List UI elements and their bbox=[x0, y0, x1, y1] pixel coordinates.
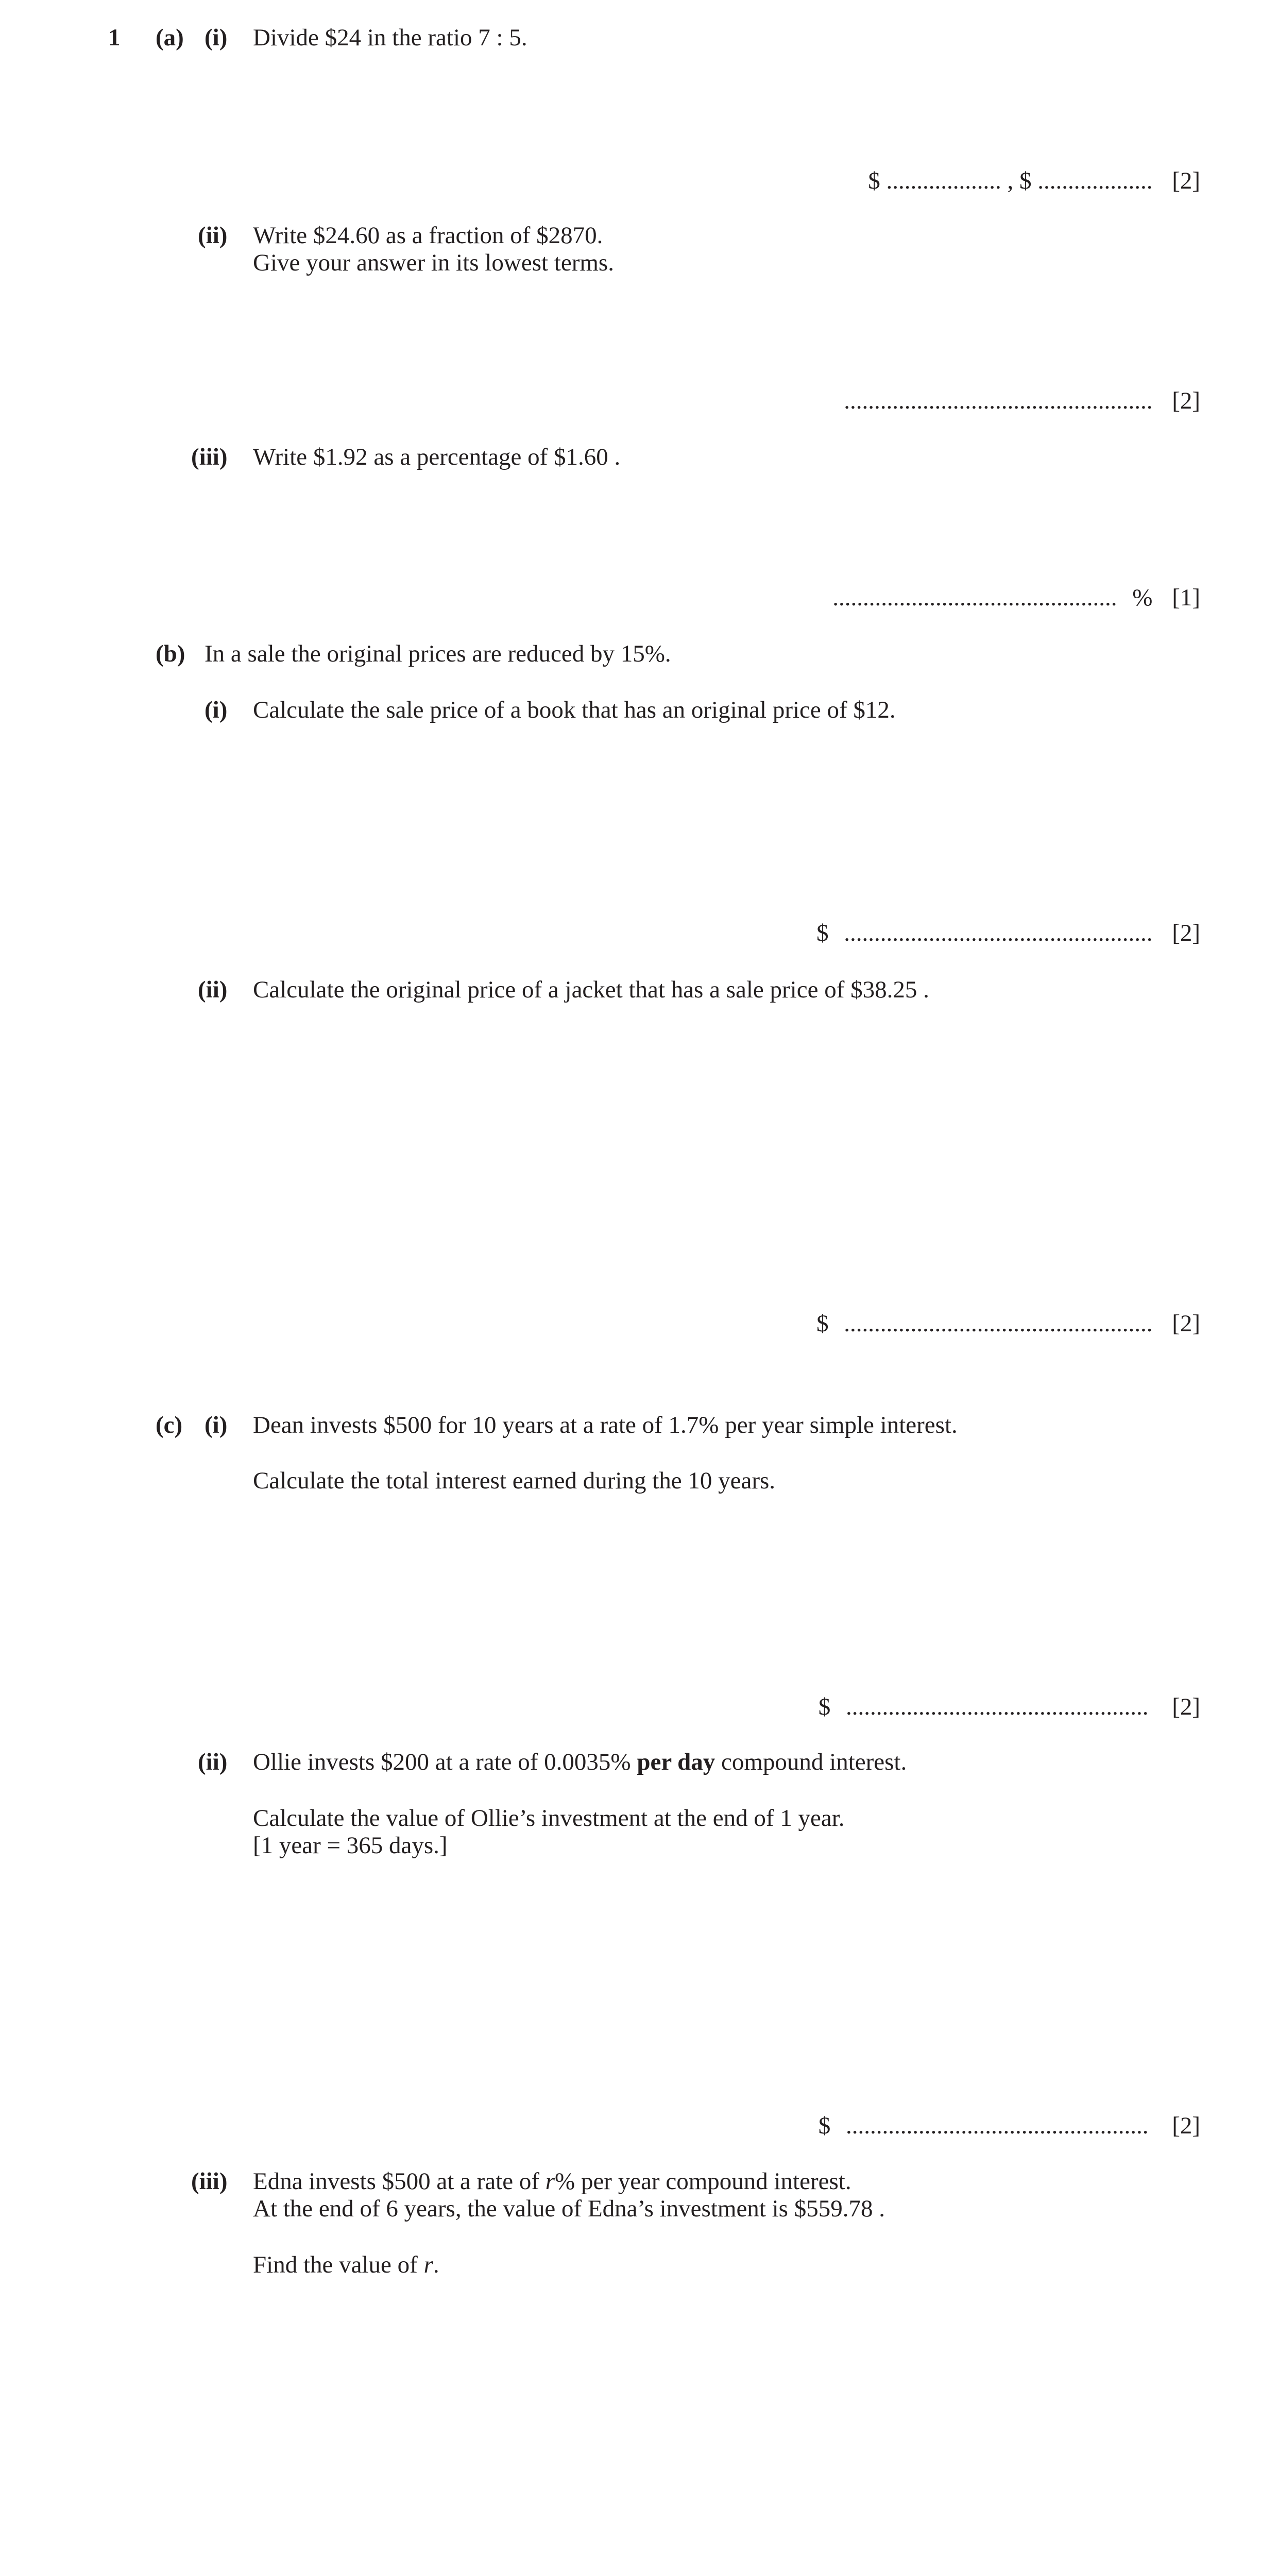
answer-line-b-i[interactable] bbox=[816, 918, 1200, 948]
marks: [2] bbox=[1172, 1693, 1200, 1720]
part-a-i-text: Divide $24 in the ratio 7 : 5. bbox=[253, 24, 527, 51]
answer-line-a-i[interactable] bbox=[868, 166, 1200, 196]
part-a-ii-label: (ii) bbox=[198, 222, 228, 249]
currency-symbol: $ bbox=[868, 167, 880, 194]
answer-line-a-iii[interactable] bbox=[832, 583, 1200, 613]
part-c-ii-label: (ii) bbox=[198, 1749, 228, 1775]
answer-dots: ................................................... bbox=[844, 920, 1153, 946]
answer-line-c-ii[interactable] bbox=[819, 2111, 1200, 2141]
answer-dots: ................... bbox=[1037, 167, 1153, 194]
part-c-iii-line2: At the end of 6 years, the value of Edna’s investment is $559.78 . bbox=[253, 2195, 885, 2222]
part-c-iii-line1: Edna invests $500 at a rate of r% per year compound interest. bbox=[253, 2168, 851, 2195]
marks: [2] bbox=[1172, 2112, 1200, 2139]
part-c-label: (c) bbox=[156, 1412, 183, 1438]
currency-symbol: $ bbox=[818, 2112, 831, 2139]
part-c-ii-line1: Ollie invests $200 at a rate of 0.0035% per day compound interest. bbox=[253, 1749, 907, 1775]
answer-dots: .................................................. bbox=[845, 1693, 1149, 1720]
part-b-intro: In a sale the original prices are reduced by 15%. bbox=[205, 640, 671, 667]
answer-dots: ............................................... bbox=[832, 584, 1117, 611]
answer-line-b-ii[interactable] bbox=[816, 1309, 1200, 1338]
answer-line-c-i[interactable] bbox=[819, 1692, 1200, 1722]
part-c-iii-line3: Find the value of r. bbox=[253, 2251, 439, 2278]
marks: [1] bbox=[1172, 584, 1200, 611]
answer-dots: .................................................. bbox=[845, 2112, 1149, 2139]
currency-symbol: $ bbox=[816, 1310, 829, 1337]
answer-separator: , $ bbox=[1007, 167, 1032, 194]
part-a-ii-line1: Write $24.60 as a fraction of $2870. bbox=[253, 222, 603, 249]
currency-symbol: $ bbox=[818, 1693, 831, 1720]
part-b-i-label: (i) bbox=[205, 697, 228, 723]
part-a-label: (a) bbox=[156, 24, 184, 51]
part-c-i-line2: Calculate the total interest earned during the 10 years. bbox=[253, 1467, 776, 1494]
part-a-iii-label: (iii) bbox=[191, 444, 228, 470]
marks: [2] bbox=[1172, 920, 1200, 946]
percent-unit: % bbox=[1132, 584, 1153, 611]
part-c-ii-line3: [1 year = 365 days.] bbox=[253, 1832, 448, 1859]
part-a-i-label: (i) bbox=[205, 24, 228, 51]
part-b-i-text: Calculate the sale price of a book that has an original price of $12. bbox=[253, 697, 896, 723]
answer-dots: ................................................... bbox=[844, 387, 1153, 414]
answer-dots: ................................................... bbox=[844, 1310, 1153, 1337]
answer-dots: ................... bbox=[886, 167, 1001, 194]
marks: [2] bbox=[1172, 1310, 1200, 1337]
part-c-i-label: (i) bbox=[205, 1412, 228, 1438]
part-c-iii-label: (iii) bbox=[191, 2168, 228, 2195]
part-a-iii-text: Write $1.92 as a percentage of $1.60 . bbox=[253, 444, 621, 470]
answer-line-a-ii[interactable] bbox=[844, 386, 1200, 416]
question-number: 1 bbox=[108, 24, 121, 51]
part-b-label: (b) bbox=[156, 640, 185, 667]
part-b-ii-label: (ii) bbox=[198, 976, 228, 1003]
currency-symbol: $ bbox=[816, 920, 829, 946]
emphasis-per-day: per day bbox=[637, 1749, 715, 1775]
marks: [2] bbox=[1172, 167, 1200, 194]
part-b-ii-text: Calculate the original price of a jacket that has a sale price of $38.25 . bbox=[253, 976, 929, 1003]
marks: [2] bbox=[1172, 387, 1200, 414]
part-c-i-line1: Dean invests $500 for 10 years at a rate of 1.7% per year simple interest. bbox=[253, 1412, 958, 1438]
part-a-ii-line2: Give your answer in its lowest terms. bbox=[253, 249, 614, 276]
part-c-ii-line2: Calculate the value of Ollie’s investment at the end of 1 year. bbox=[253, 1805, 845, 1832]
